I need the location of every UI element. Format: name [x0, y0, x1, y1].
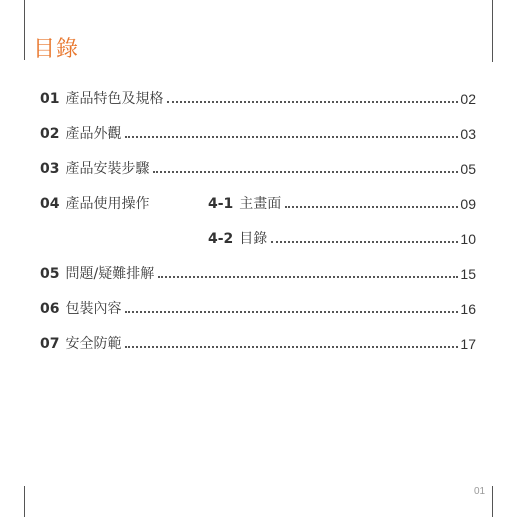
dot-leader [271, 241, 458, 243]
toc-entry-label: 包裝內容 [65, 301, 122, 317]
dot-leader [153, 171, 458, 173]
toc-entry-label: 產品使用操作 [65, 196, 150, 212]
toc-entry-label: 安全防範 [65, 336, 122, 352]
toc-entry-02[interactable] [40, 121, 476, 143]
toc-entry-label: 產品安裝步驟 [65, 161, 150, 177]
toc-entry-page: 03 [460, 126, 476, 142]
toc-subentry-number: 4-1 [208, 196, 234, 212]
toc-entry-number: 01 [40, 91, 60, 107]
crop-mark-bottom-right [492, 486, 493, 517]
toc-entry-number: 02 [40, 126, 60, 142]
toc-entry-number: 06 [40, 301, 60, 317]
toc-entry-label: 問題/疑難排解 [65, 266, 155, 282]
toc-entry-page: 02 [460, 91, 476, 107]
dot-leader [125, 346, 458, 348]
page-title: 目錄 [33, 37, 80, 62]
toc-entry-03[interactable] [40, 156, 476, 178]
dot-leader [125, 136, 458, 138]
toc-subentry-label: 目錄 [239, 231, 268, 247]
toc-entry-05[interactable] [40, 261, 476, 283]
toc-entry-page: 16 [460, 301, 476, 317]
toc-entry-label: 產品外觀 [65, 126, 122, 142]
toc-entry-number: 03 [40, 161, 60, 177]
toc-entry-07[interactable] [40, 331, 476, 353]
dot-leader [285, 206, 458, 208]
toc-entry-page: 15 [460, 266, 476, 282]
toc-entry-01[interactable] [40, 86, 476, 108]
dot-leader [158, 276, 458, 278]
crop-mark-bottom-left [24, 486, 25, 517]
dot-leader [167, 101, 458, 103]
crop-mark-top-right [492, 0, 493, 62]
toc-subentry-4-1[interactable] [208, 191, 476, 213]
toc-entry-number: 05 [40, 266, 60, 282]
toc-subentry-4-2[interactable] [208, 226, 476, 248]
toc-entry-04[interactable] [40, 191, 476, 213]
toc-subentry-label: 主畫面 [239, 196, 282, 212]
page-number: 01 [474, 486, 486, 497]
toc-entry-page: 17 [460, 336, 476, 352]
toc-entry-number: 04 [40, 196, 60, 212]
toc-subentry-number: 4-2 [208, 231, 234, 247]
toc-entry-label: 產品特色及規格 [65, 91, 164, 107]
toc-entry-06[interactable] [40, 296, 476, 318]
toc-subentry-page: 09 [460, 196, 476, 212]
toc-entry-page: 05 [460, 161, 476, 177]
toc-entry-number: 07 [40, 336, 60, 352]
toc-subentry-page: 10 [460, 231, 476, 247]
dot-leader [125, 311, 458, 313]
crop-mark-top-left [24, 0, 25, 60]
